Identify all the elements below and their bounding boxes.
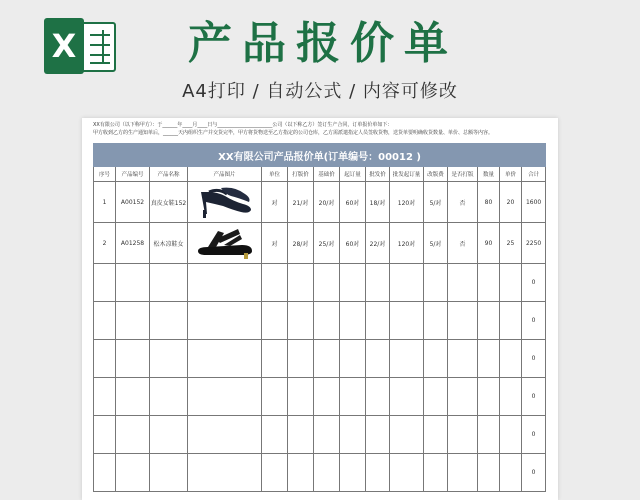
page-title: 产品报价单 [188, 18, 458, 69]
cell-unit[interactable]: 对 [262, 223, 288, 264]
column-header: 基础价 [314, 167, 340, 182]
intro-text [93, 121, 553, 137]
column-header: 数量 [478, 167, 500, 182]
table-row-empty [94, 454, 546, 492]
column-header: 是否打版 [448, 167, 478, 182]
column-header: 批发起订量 [390, 167, 424, 182]
quote-table [93, 143, 546, 492]
column-header: 合计 [522, 167, 546, 182]
table-row-empty [94, 378, 546, 416]
column-header: 起订量 [340, 167, 366, 182]
column-header: 打版价 [288, 167, 314, 182]
cell-wholesale-price[interactable]: 22/对 [366, 223, 390, 264]
excel-x-icon: X [44, 18, 84, 74]
high-heel-shoe-icon [195, 184, 255, 220]
cell-unit-price[interactable]: 25 [500, 223, 522, 264]
column-header: 改版费 [424, 167, 448, 182]
cell-base-price[interactable]: 20/对 [314, 182, 340, 223]
cell-total[interactable]: 0 [522, 416, 546, 454]
column-header: 单价 [500, 167, 522, 182]
sandal-icon [194, 225, 256, 261]
cell-wholesale-min[interactable]: 120对 [390, 223, 424, 264]
table-row-empty [94, 340, 546, 378]
table-row [94, 182, 546, 223]
cell-sample-price[interactable]: 21/对 [288, 182, 314, 223]
cell-total[interactable]: 0 [522, 454, 546, 492]
page-subtitle: A4打印 / 自动公式 / 内容可修改 [182, 81, 458, 102]
cell-sample-price[interactable]: 28/对 [288, 223, 314, 264]
cell-image[interactable] [188, 182, 262, 223]
cell-min-order[interactable]: 60对 [340, 223, 366, 264]
column-header: 批发价 [366, 167, 390, 182]
cell-wholesale-price[interactable]: 18/对 [366, 182, 390, 223]
cell-no[interactable]: 2 [94, 223, 116, 264]
cell-total[interactable]: 0 [522, 378, 546, 416]
cell-total[interactable]: 0 [522, 340, 546, 378]
column-header: 产品名称 [150, 167, 188, 182]
column-header: 产品编号 [116, 167, 150, 182]
cell-name[interactable]: 松木凉鞋女 [150, 223, 188, 264]
cell-unit[interactable]: 对 [262, 182, 288, 223]
intro-line-1: XX有限公司（以下称甲方）：于______年____月____日与______________________公司（以下称乙方）签订生产合同，订单报价单如下： [93, 122, 393, 128]
cell-qty[interactable]: 90 [478, 223, 500, 264]
cell-revision-fee[interactable]: 5/对 [424, 182, 448, 223]
table-row-empty [94, 264, 546, 302]
cell-name[interactable]: 真皮女鞋152 [150, 182, 188, 223]
banner [0, 0, 640, 118]
table-row [94, 223, 546, 264]
cell-qty[interactable]: 80 [478, 182, 500, 223]
cell-sampled[interactable]: 否 [448, 223, 478, 264]
cell-image[interactable] [188, 223, 262, 264]
cell-total[interactable]: 0 [522, 302, 546, 340]
table-row-empty [94, 416, 546, 454]
cell-no[interactable]: 1 [94, 182, 116, 223]
table-header-row [94, 167, 546, 182]
column-header: 单位 [262, 167, 288, 182]
table-row-empty [94, 302, 546, 340]
cell-code[interactable]: A00152 [116, 182, 150, 223]
table-title: XX有限公司产品报价单(订单编号：00012 ) [94, 144, 546, 167]
cell-revision-fee[interactable]: 5/对 [424, 223, 448, 264]
cell-unit-price[interactable]: 20 [500, 182, 522, 223]
cell-min-order[interactable]: 60对 [340, 182, 366, 223]
cell-base-price[interactable]: 25/对 [314, 223, 340, 264]
cell-code[interactable]: A01258 [116, 223, 150, 264]
excel-logo [44, 18, 118, 74]
cell-total[interactable]: 0 [522, 264, 546, 302]
cell-wholesale-min[interactable]: 120对 [390, 182, 424, 223]
cell-total[interactable]: 1600 [522, 182, 546, 223]
cell-total[interactable]: 2250 [522, 223, 546, 264]
document-sheet [82, 118, 558, 500]
column-header: 序号 [94, 167, 116, 182]
cell-sampled[interactable]: 否 [448, 182, 478, 223]
intro-line-2: 甲方收到乙方的生产通知单后，______天内组织生产并交货完毕，甲方将货物送至乙方指定的公司仓库，乙方需派遣指定人员签收货物，送货单要明确收货数量、单价、总额等内容。 [93, 130, 494, 136]
column-header: 产品图片 [188, 167, 262, 182]
